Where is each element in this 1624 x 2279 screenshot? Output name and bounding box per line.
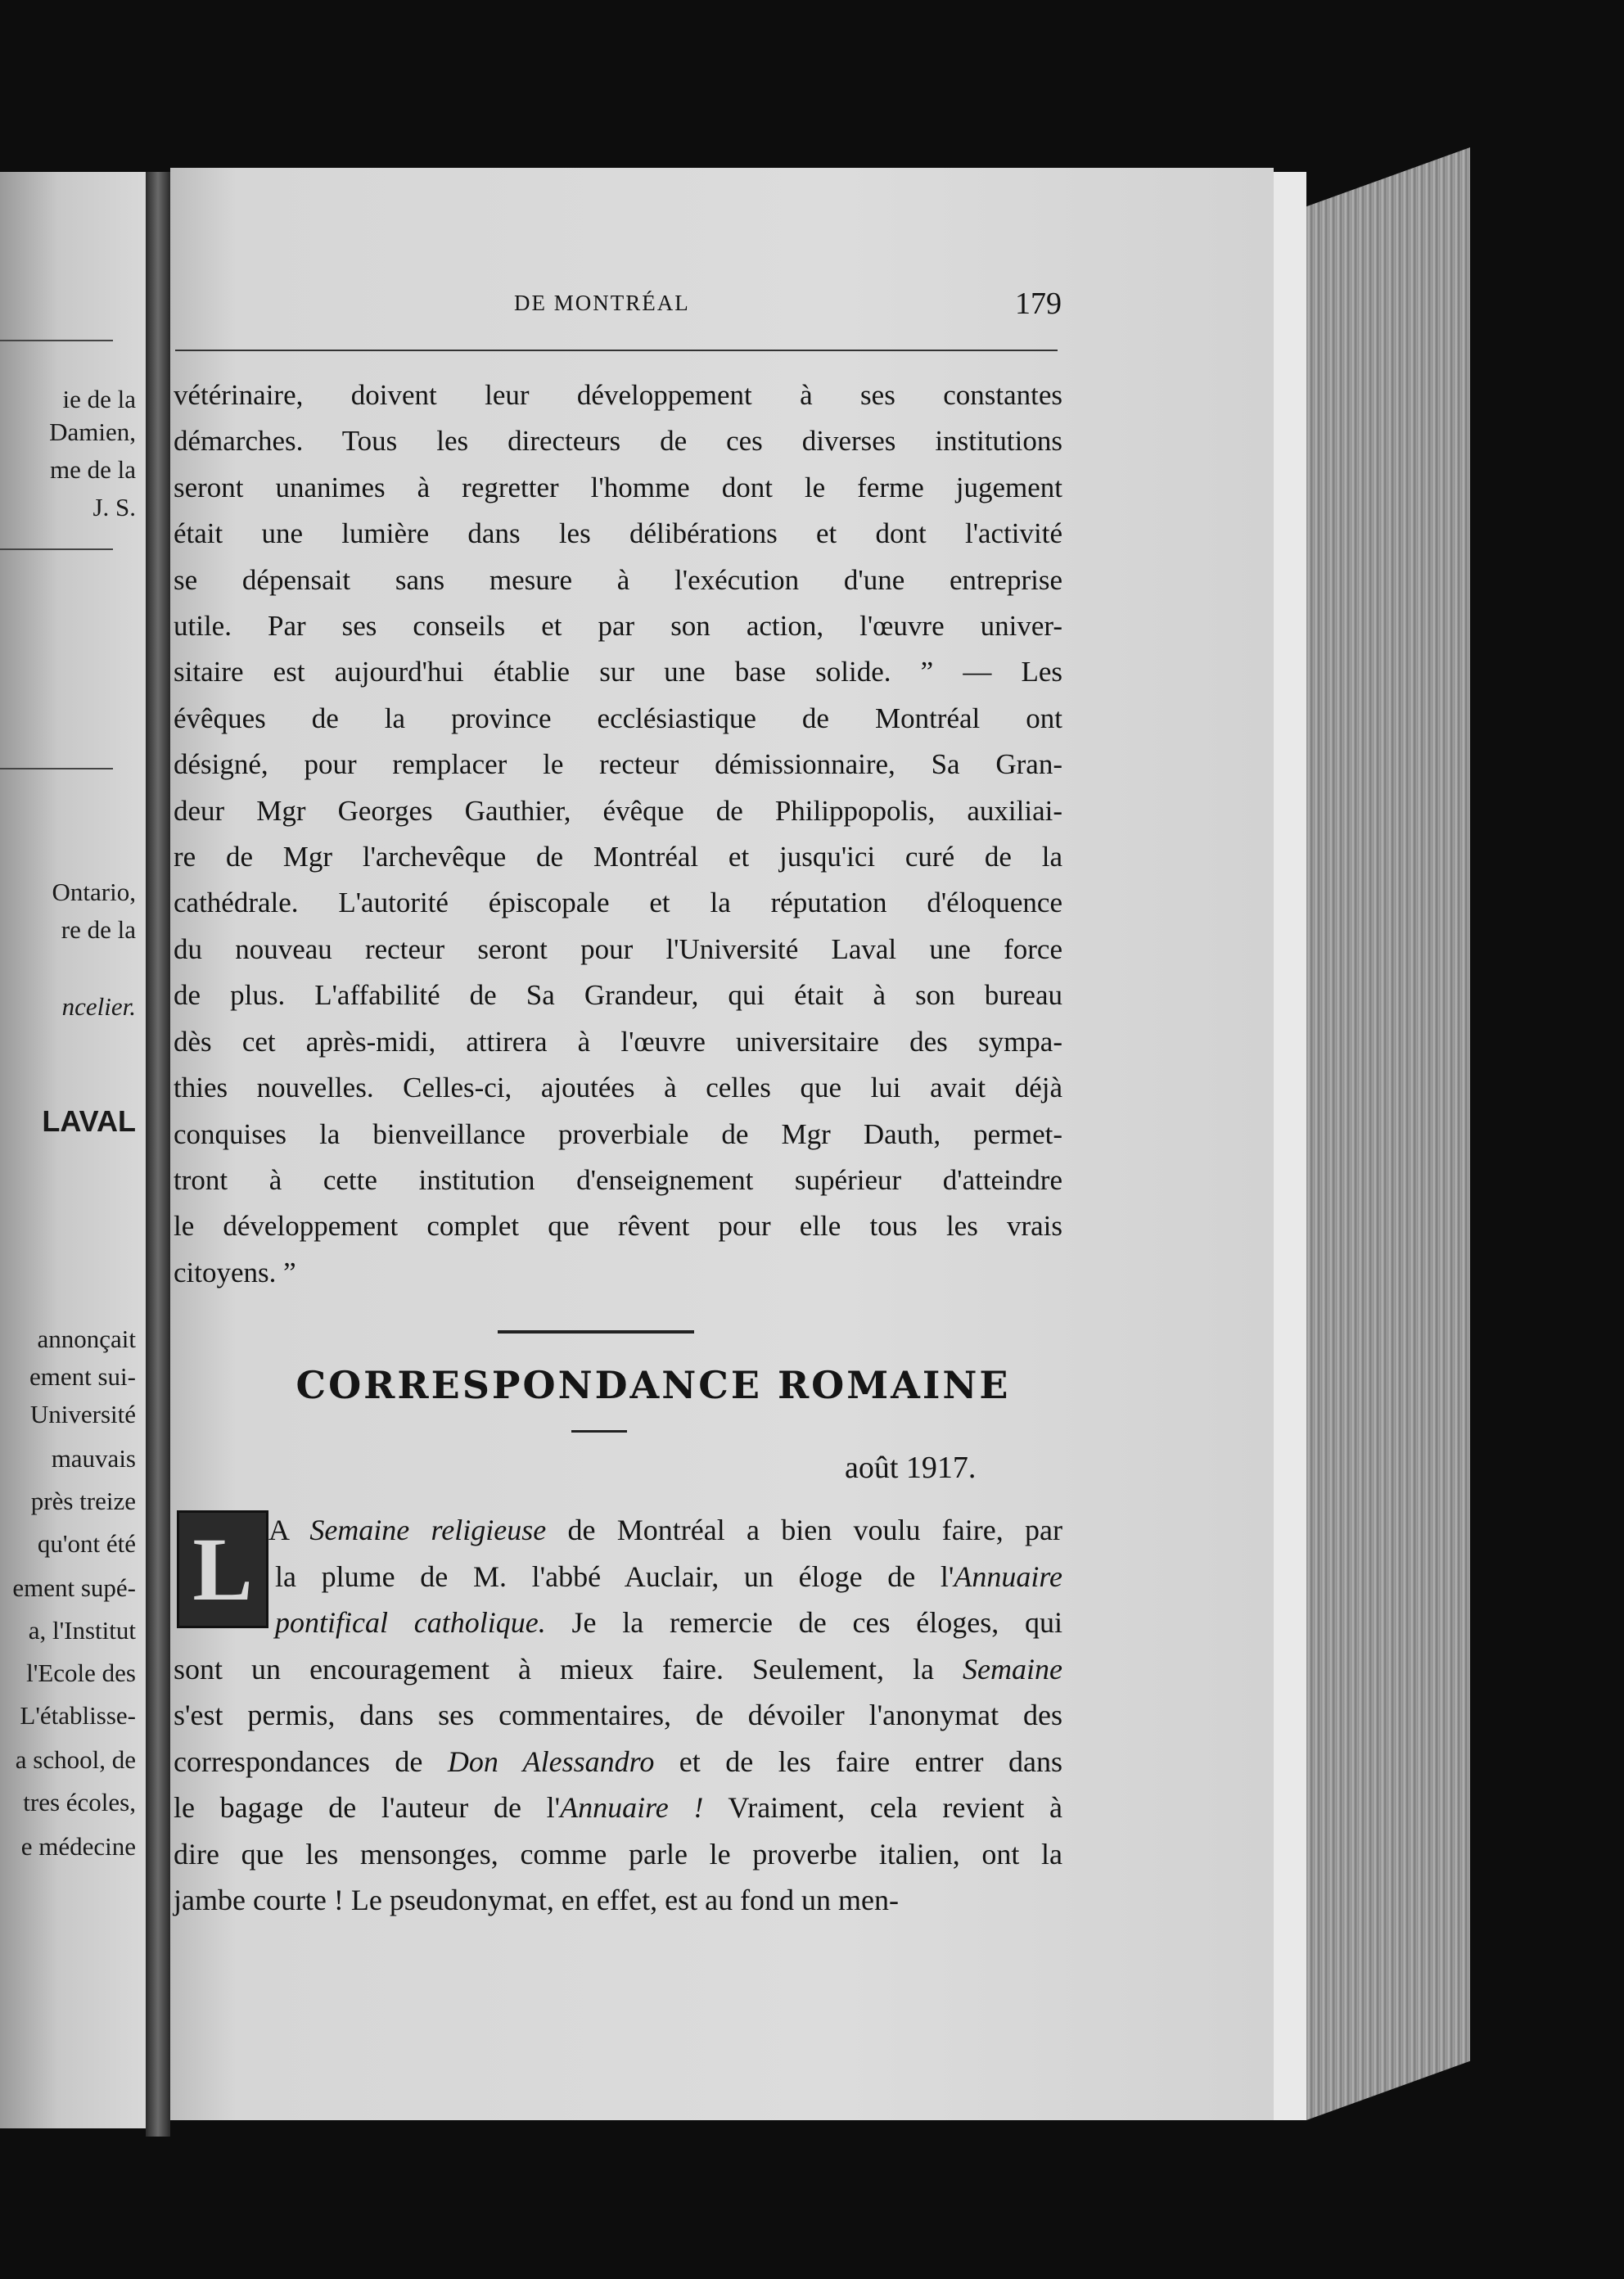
text-run: Je la remercie de ces éloges, qui (545, 1606, 1062, 1639)
text-run: la plume de M. l'abbé Auclair, un éloge de l' (275, 1559, 954, 1593)
left-text-fragment: près treize (30, 1487, 136, 1515)
page-margin-edge (1274, 172, 1306, 2120)
left-page-rule (0, 768, 113, 769)
text-line: évêques de la province ecclésiastique de Montréal ont (174, 702, 1062, 734)
text-line: jambe courte ! Le pseudonymat, en effet, est au fond un men- (174, 1884, 900, 1916)
text-line (174, 1600, 1062, 1646)
text-line: du nouveau recteur seront pour l'Université Laval une force (174, 932, 1062, 965)
text-line (174, 1739, 1062, 1785)
left-text-fragment: tres écoles, (23, 1788, 136, 1816)
left-text-fragment: ement supé- (12, 1573, 136, 1602)
text-run: sont un encouragement à mieux faire. Seulement, la (174, 1652, 963, 1686)
page-number: 179 (1015, 287, 1062, 321)
left-text-fragment: Damien, (49, 417, 136, 446)
text-line: conquises la bienveillance proverbiale de Mgr Dauth, permet- (174, 1117, 1062, 1150)
text-line: sitaire est aujourd'hui établie sur une base solide. ” — Les (174, 656, 1062, 688)
left-text-fragment: ncelier. (61, 992, 136, 1021)
italic-run: Don Alessandro (447, 1744, 655, 1778)
text-line: était une lumière dans les délibérations et dont l'activité (174, 517, 1062, 550)
section-separator (498, 1330, 694, 1334)
left-text-fragment: e médecine (20, 1832, 136, 1861)
left-page-rule (0, 548, 113, 550)
section-title: CORRESPONDANCE ROMAINE (295, 1363, 1011, 1407)
body-text (174, 372, 1062, 1296)
text-line (174, 1507, 1062, 1554)
text-line: désigné, pour remplacer le recteur démissionnaire, Sa Gran- (174, 748, 1062, 781)
left-text-fragment: annonçait (37, 1325, 136, 1353)
title-underline (571, 1430, 627, 1433)
text-run: et de les faire entrer dans (654, 1744, 1063, 1778)
text-line: dès cet après-midi, attirera à l'œuvre universitaire des sympa- (174, 1025, 1062, 1058)
left-page-rule (0, 340, 113, 341)
left-text-fragment: Ontario, (52, 878, 136, 906)
right-page (170, 168, 1274, 2120)
text-line: citoyens. ” (174, 1256, 296, 1288)
text-run: de Montréal a bien voulu faire, par (546, 1514, 1062, 1546)
text-line: tront à cette institution d'enseignement supérieur d'atteindre (174, 1163, 1062, 1196)
header-rule (175, 350, 1058, 351)
book-page-edges (1306, 147, 1470, 2120)
text-run: Vraiment, cela revient à (703, 1791, 1062, 1824)
text-line: cathédrale. L'autorité épiscopale et la réputation d'éloquence (174, 887, 1062, 919)
running-title: DE MONTRÉAL (514, 291, 690, 315)
text-line (174, 1554, 1062, 1600)
text-line: vétérinaire, doivent leur développement à ses constantes (174, 379, 1062, 411)
letter-text (174, 1507, 1062, 1924)
italic-run: Semaine (963, 1652, 1062, 1686)
text-run: le bagage de l'auteur de l' (174, 1791, 561, 1824)
left-text-fragment: re de la (61, 915, 136, 944)
text-line: s'est permis, dans ses commentaires, de dévoiler l'anonymat des (174, 1699, 1062, 1731)
text-line: utile. Par ses conseils et par son action, l'œuvre univer- (174, 610, 1062, 643)
italic-run: Annuaire (954, 1559, 1062, 1593)
dateline: août 1917. (845, 1451, 977, 1485)
left-text-fragment: qu'ont été (37, 1529, 136, 1558)
text-line: seront unanimes à regretter l'homme dont le ferme jugement (174, 471, 1062, 503)
text-line (174, 1646, 1062, 1693)
left-text-fragment: mauvais (51, 1444, 136, 1473)
left-text-fragment: a school, de (15, 1745, 136, 1774)
text-line (174, 1785, 1062, 1831)
text-line: démarches. Tous les directeurs de ces diverses institutions (174, 425, 1062, 458)
italic-run: Semaine religieuse (309, 1514, 547, 1546)
ornamental-dropcap: L (177, 1510, 268, 1628)
left-text-fragment: l'Ecole des (26, 1658, 136, 1687)
left-text-fragment: ement sui- (29, 1362, 136, 1391)
text-run: correspondances de (174, 1744, 448, 1778)
page-header (170, 287, 1274, 332)
left-text-fragment: J. S. (92, 493, 136, 521)
left-text-fragment: L'établisse- (20, 1701, 136, 1730)
text-line: de plus. L'affabilité de Sa Grandeur, qui était à son bureau (174, 979, 1062, 1012)
left-text-fragment: LAVAL (42, 1104, 136, 1138)
italic-run: Annuaire ! (560, 1791, 704, 1824)
left-text-fragment: Université (29, 1400, 136, 1428)
text-run: A (268, 1514, 310, 1546)
left-text-fragment: me de la (49, 455, 136, 484)
book-gutter (146, 172, 170, 2137)
text-line: re de Mgr l'archevêque de Montréal et jusqu'ici curé de la (174, 841, 1062, 873)
text-line: thies nouvelles. Celles-ci, ajoutées à celles que lui avait déjà (174, 1072, 1062, 1104)
left-text-fragment: ie de la (62, 385, 136, 413)
left-text-fragment: a, l'Institut (28, 1616, 136, 1645)
italic-run: pontifical catholique. (275, 1606, 546, 1639)
text-line: se dépensait sans mesure à l'exécution d'une entreprise (174, 563, 1062, 596)
text-line: deur Mgr Georges Gauthier, évêque de Philippopolis, auxiliai- (174, 794, 1062, 827)
text-line: dire que les mensonges, comme parle le proverbe italien, ont la (174, 1837, 1062, 1871)
text-line: le développement complet que rêvent pour elle tous les vrais (174, 1210, 1062, 1243)
left-page-fragment (0, 172, 146, 2128)
